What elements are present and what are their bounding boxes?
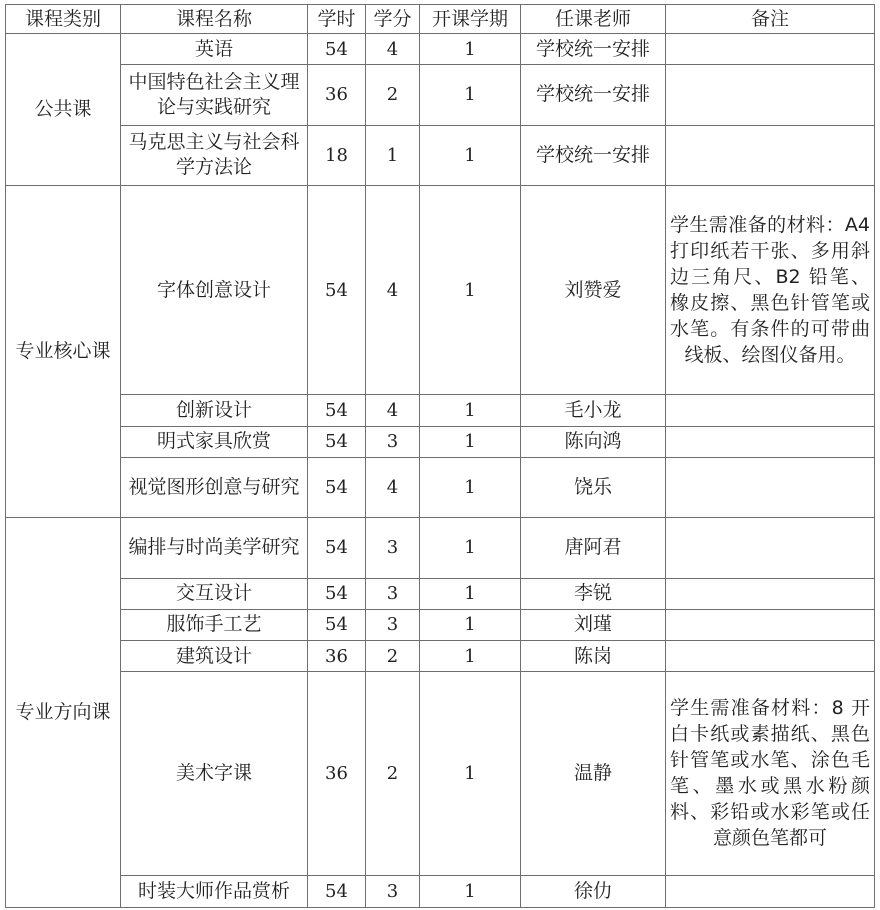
table-row <box>6 518 875 578</box>
course-note <box>666 641 875 672</box>
course-teacher: 刘赞爱 <box>521 186 666 395</box>
course-credits: 4 <box>366 395 420 426</box>
course-semester: 1 <box>420 609 521 640</box>
course-teacher: 饶乐 <box>521 457 666 517</box>
course-teacher: 学校统一安排 <box>521 65 666 125</box>
course-name: 创新设计 <box>121 395 308 426</box>
table-row <box>6 395 875 426</box>
table-row <box>6 641 875 672</box>
course-credits: 2 <box>366 672 420 875</box>
course-credits: 4 <box>366 457 420 517</box>
table-row <box>6 34 875 65</box>
course-hours: 36 <box>308 65 366 125</box>
course-note: 学生需准备的材料：A4 打印纸若干张、多用斜边三角尺、B2 铅笔、橡皮擦、黑色针管笔或水笔。有条件的可带曲线板、绘图仪备用。 <box>666 186 875 395</box>
course-hours: 54 <box>308 457 366 517</box>
header-credits: 学分 <box>366 5 420 34</box>
table-row <box>6 186 875 395</box>
course-credits: 3 <box>366 609 420 640</box>
course-hours: 18 <box>308 125 366 185</box>
course-hours: 54 <box>308 578 366 609</box>
course-name: 视觉图形创意与研究 <box>121 457 308 517</box>
course-note <box>666 578 875 609</box>
course-semester: 1 <box>420 65 521 125</box>
table-row <box>6 609 875 640</box>
course-teacher: 温静 <box>521 672 666 875</box>
course-name: 中国特色社会主义理论与实践研究 <box>121 65 308 125</box>
course-semester: 1 <box>420 186 521 395</box>
course-teacher: 学校统一安排 <box>521 34 666 65</box>
course-semester: 1 <box>420 395 521 426</box>
course-semester: 1 <box>420 426 521 457</box>
course-name: 时装大师作品赏析 <box>121 875 308 907</box>
course-name: 字体创意设计 <box>121 186 308 395</box>
course-hours: 54 <box>308 518 366 578</box>
course-credits: 3 <box>366 518 420 578</box>
course-semester: 1 <box>420 578 521 609</box>
course-teacher: 唐阿君 <box>521 518 666 578</box>
header-row <box>6 5 875 34</box>
course-semester: 1 <box>420 34 521 65</box>
table-row <box>6 457 875 517</box>
header-notes: 备注 <box>666 5 875 34</box>
course-teacher: 刘瑾 <box>521 609 666 640</box>
header-hours: 学时 <box>308 5 366 34</box>
table-row <box>6 426 875 457</box>
course-schedule-table <box>5 4 875 908</box>
course-hours: 54 <box>308 186 366 395</box>
course-hours: 54 <box>308 426 366 457</box>
course-note <box>666 125 875 185</box>
category-direction: 专业方向课 <box>6 518 121 908</box>
table-row <box>6 875 875 907</box>
course-semester: 1 <box>420 672 521 875</box>
course-hours: 54 <box>308 609 366 640</box>
course-note <box>666 395 875 426</box>
course-note: 学生需准备材料：8 开白卡纸或素描纸、黑色针管笔或水笔、涂色毛笔、墨水或黑水粉颜料、彩铅或水彩笔或任意颜色笔都可 <box>666 672 875 875</box>
course-teacher: 陈向鸿 <box>521 426 666 457</box>
course-semester: 1 <box>420 457 521 517</box>
course-name: 编排与时尚美学研究 <box>121 518 308 578</box>
course-name: 美术字课 <box>121 672 308 875</box>
course-note <box>666 34 875 65</box>
course-semester: 1 <box>420 125 521 185</box>
table-row <box>6 672 875 875</box>
category-core: 专业核心课 <box>6 186 121 518</box>
course-note <box>666 457 875 517</box>
header-category: 课程类别 <box>6 5 121 34</box>
course-semester: 1 <box>420 518 521 578</box>
course-credits: 3 <box>366 578 420 609</box>
course-teacher: 徐仂 <box>521 875 666 907</box>
course-hours: 54 <box>308 34 366 65</box>
category-public: 公共课 <box>6 34 121 186</box>
course-credits: 2 <box>366 641 420 672</box>
course-credits: 3 <box>366 875 420 907</box>
course-name: 建筑设计 <box>121 641 308 672</box>
course-note <box>666 426 875 457</box>
course-note <box>666 518 875 578</box>
course-credits: 4 <box>366 34 420 65</box>
course-hours: 54 <box>308 875 366 907</box>
table-row <box>6 65 875 125</box>
course-teacher: 学校统一安排 <box>521 125 666 185</box>
course-name: 英语 <box>121 34 308 65</box>
course-teacher: 陈岗 <box>521 641 666 672</box>
course-semester: 1 <box>420 641 521 672</box>
course-name: 服饰手工艺 <box>121 609 308 640</box>
course-credits: 3 <box>366 426 420 457</box>
course-teacher: 毛小龙 <box>521 395 666 426</box>
header-teacher: 任课老师 <box>521 5 666 34</box>
course-name: 马克思主义与社会科学方法论 <box>121 125 308 185</box>
course-credits: 1 <box>366 125 420 185</box>
header-semester: 开课学期 <box>420 5 521 34</box>
course-teacher: 李锐 <box>521 578 666 609</box>
table-row <box>6 125 875 185</box>
course-note <box>666 65 875 125</box>
course-semester: 1 <box>420 875 521 907</box>
course-hours: 54 <box>308 395 366 426</box>
course-note <box>666 875 875 907</box>
course-name: 交互设计 <box>121 578 308 609</box>
course-hours: 36 <box>308 672 366 875</box>
course-credits: 2 <box>366 65 420 125</box>
header-course-name: 课程名称 <box>121 5 308 34</box>
course-hours: 36 <box>308 641 366 672</box>
course-credits: 4 <box>366 186 420 395</box>
course-name: 明式家具欣赏 <box>121 426 308 457</box>
course-note <box>666 609 875 640</box>
table-row <box>6 578 875 609</box>
